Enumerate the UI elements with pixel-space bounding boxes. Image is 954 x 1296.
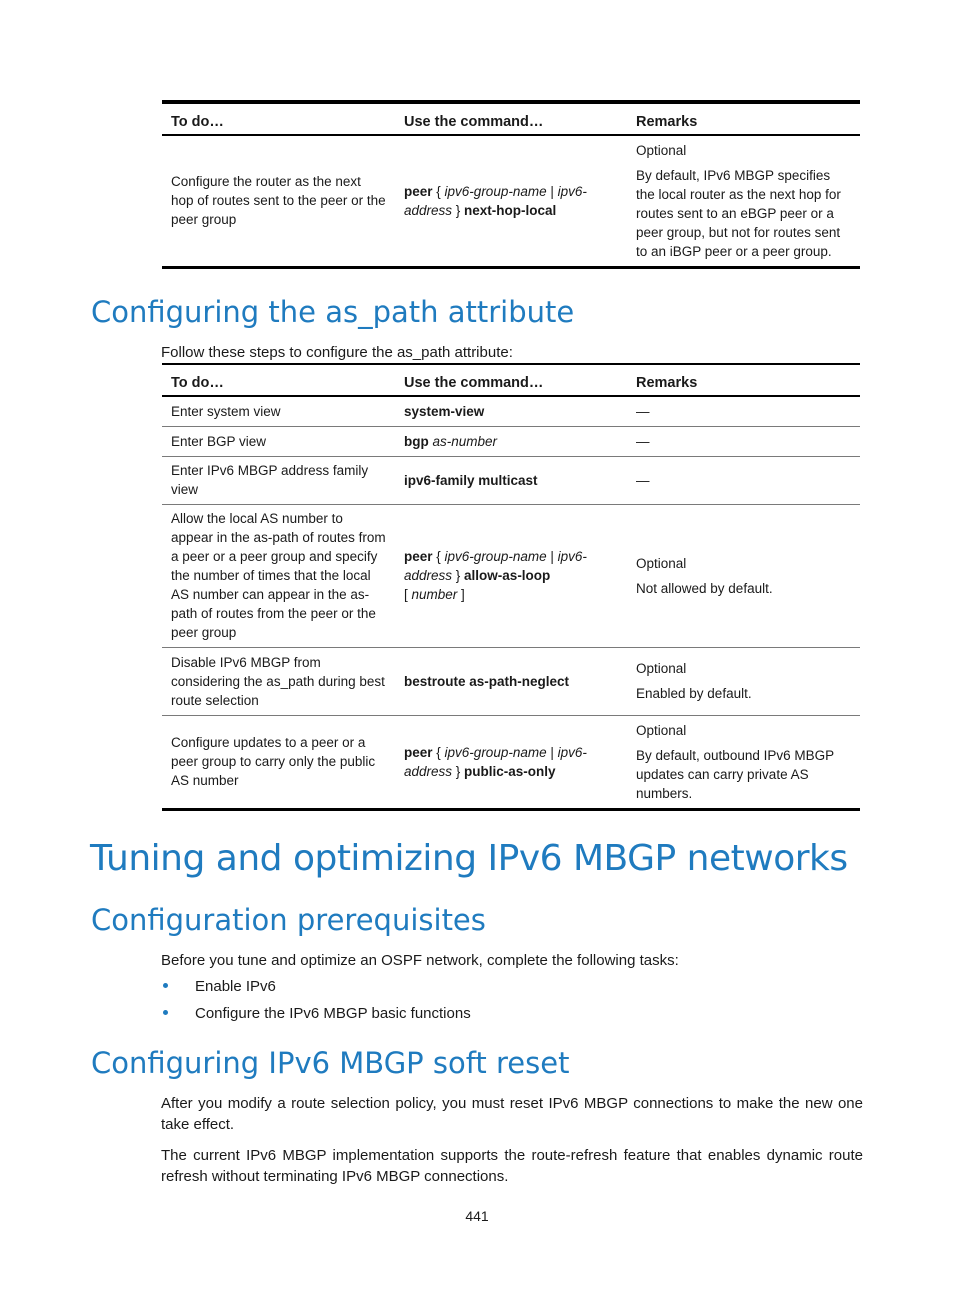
- remarks-cell: Optional Enabled by default.: [627, 647, 860, 715]
- command-table-as-path: [162, 363, 860, 811]
- remarks-cell: Optional By default, IPv6 MBGP specifies the local router as the next hop for routes sent to an eBGP peer or a peer group, but not for routes sent to an iBGP peer or a peer group.: [627, 135, 860, 267]
- header-remarks: Remarks: [627, 102, 860, 135]
- paragraph: The current IPv6 MBGP implementation supports the route-refresh feature that enables dynamic route refresh without terminating IPv6 MBGP connections.: [161, 1147, 863, 1185]
- todo-cell: Disable IPv6 MBGP from considering the as_path during best route selection: [162, 647, 395, 715]
- bullet-icon: [163, 1010, 168, 1015]
- page-number: 441: [465, 1208, 489, 1224]
- todo-cell: Enter BGP view: [162, 426, 395, 456]
- todo-cell: Configure updates to a peer or a peer group to carry only the public AS number: [162, 715, 395, 809]
- header-todo: To do…: [162, 102, 395, 135]
- header-remarks: Remarks: [627, 364, 860, 396]
- table-row: [162, 135, 860, 267]
- command-cell: peer { ipv6-group-name | ipv6-address } allow-as-loop [ number ]: [395, 504, 627, 647]
- command-cell: bgp as-number: [395, 426, 627, 456]
- chapter-title: Tuning and optimizing IPv6 MBGP networks: [90, 838, 848, 879]
- header-command: Use the command…: [395, 364, 627, 396]
- table-header-row: [162, 102, 860, 135]
- todo-cell: Configure the router as the next hop of routes sent to the peer or the peer group: [162, 135, 395, 267]
- remarks-cell: —: [627, 456, 860, 504]
- command-cell: bestroute as-path-neglect: [395, 647, 627, 715]
- remarks-cell: —: [627, 426, 860, 456]
- command-cell: peer { ipv6-group-name | ipv6-address } next-hop-local: [395, 135, 627, 267]
- section-title-prerequisites: Configuration prerequisites: [91, 903, 486, 937]
- header-todo: To do…: [162, 364, 395, 396]
- table-row: [162, 715, 860, 809]
- list-item: Enable IPv6: [163, 978, 276, 995]
- command-table-next-hop: [162, 100, 860, 269]
- table-header-row: [162, 364, 860, 396]
- list-item: Configure the IPv6 MBGP basic functions: [163, 1005, 471, 1022]
- todo-cell: Allow the local AS number to appear in the as-path of routes from a peer or a peer group and specify the number of times that the local AS number can appear in the as-path of routes from the peer or the peer group: [162, 504, 395, 647]
- section-title-soft-reset: Configuring IPv6 MBGP soft reset: [91, 1046, 570, 1080]
- table-row: [162, 456, 860, 504]
- section-intro-as-path: Follow these steps to configure the as_path attribute:: [161, 344, 513, 361]
- section-intro-prerequisites: Before you tune and optimize an OSPF network, complete the following tasks:: [161, 952, 679, 969]
- command-cell: ipv6-family multicast: [395, 456, 627, 504]
- remarks-cell: —: [627, 396, 860, 426]
- todo-cell: Enter system view: [162, 396, 395, 426]
- command-cell: peer { ipv6-group-name | ipv6-address } public-as-only: [395, 715, 627, 809]
- todo-cell: Enter IPv6 MBGP address family view: [162, 456, 395, 504]
- paragraph: After you modify a route selection policy, you must reset IPv6 MBGP connections to make the new one take effect.: [161, 1095, 863, 1133]
- table-row: [162, 396, 860, 426]
- remarks-cell: Optional By default, outbound IPv6 MBGP updates can carry private AS numbers.: [627, 715, 860, 809]
- table-row: [162, 504, 860, 647]
- header-command: Use the command…: [395, 102, 627, 135]
- command-cell: system-view: [395, 396, 627, 426]
- table-row: [162, 647, 860, 715]
- section-title-as-path: Configuring the as_path attribute: [91, 295, 575, 329]
- bullet-icon: [163, 983, 168, 988]
- remarks-cell: Optional Not allowed by default.: [627, 504, 860, 647]
- table-row: [162, 426, 860, 456]
